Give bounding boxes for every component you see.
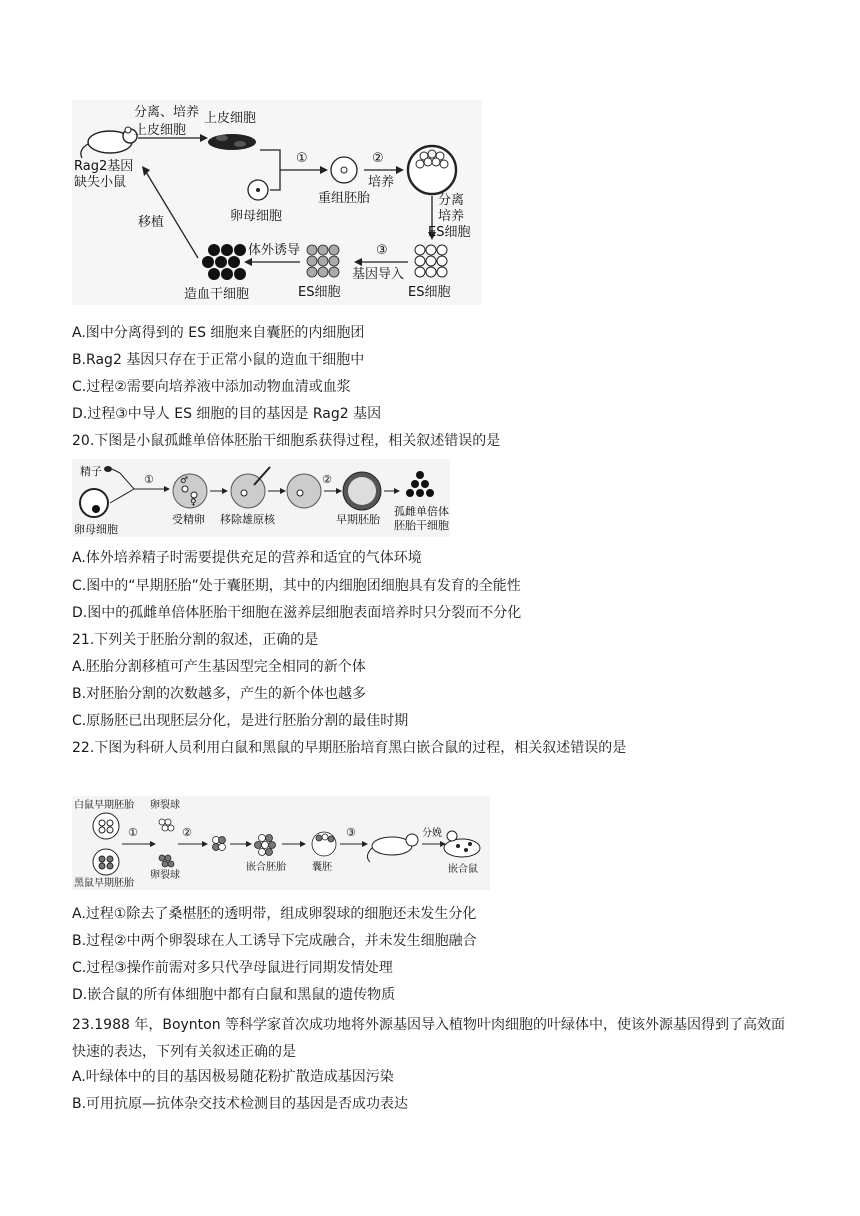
fig1-label: ② — [372, 151, 384, 166]
q23-stem: 23.1988 年，Boynton 等科学家首次成功地将外源基因导入植物叶肉细胞的叶绿体中，使该外源基因得到了高效面快速的表达，下列有关叙述正确的是 — [72, 1017, 786, 1060]
fig1-label: 分离、培养 — [134, 105, 200, 120]
chimera-figure — [72, 796, 490, 890]
q22-fig-label: 嵌合鼠 — [448, 864, 478, 875]
q22-fig-label: 白鼠早期胚胎 — [74, 800, 134, 811]
q22-option-a: A.过程①除去了桑椹胚的透明带，组成卵裂球的细胞还未发生分化 — [72, 906, 477, 922]
fig1-label: 造血干细胞 — [184, 287, 250, 302]
fig1-label: ③ — [376, 243, 388, 258]
fig1-label: 缺失小鼠 — [74, 175, 127, 190]
q22-stem: 22.下图为科研人员利用白鼠和黑鼠的早期胚胎培育黑白嵌合鼠的过程，相关叙述错误的是 — [72, 740, 627, 756]
q22-fig-label: 卵裂球 — [150, 870, 180, 881]
q20-fig-label: ① — [144, 473, 154, 486]
q23-option-b: B.可用抗原—抗体杂交技术检测目的基因是否成功表达 — [72, 1096, 409, 1112]
epithelial-cells-icon — [208, 134, 256, 150]
q21-option-b: B.对胚胎分割的次数越多，产生的新个体也越多 — [72, 686, 367, 702]
fig1-label: ES细胞 — [408, 285, 451, 300]
oocyte-icon — [80, 489, 108, 517]
blastocyst-icon — [312, 832, 336, 856]
q21-option-a: A.胚胎分割移植可产生基因型完全相同的新个体 — [72, 659, 366, 675]
haploid-zygote-icon — [287, 474, 321, 508]
q20-fig-label: 精子 — [80, 465, 102, 478]
es-cells-icon — [415, 245, 447, 277]
q22-fig-label: ① — [128, 826, 138, 839]
q22-option-b: B.过程②中两个卵裂球在人工诱导下完成融合，并未发生细胞融合 — [72, 933, 477, 949]
q20-fig-label: ♀ — [190, 498, 197, 508]
early-embryo-icon — [343, 472, 381, 510]
es-cells-modified-icon — [307, 245, 339, 277]
q20-fig-label: 受精卵 — [172, 513, 205, 526]
q20-fig-label: ♂ — [180, 476, 189, 486]
q22-fig-label: 黑鼠早期胚胎 — [74, 878, 134, 889]
q20-fig-label: 卵母细胞 — [74, 523, 118, 536]
q19-option-d: D.过程③中导人 ES 细胞的目的基因是 Rag2 基因 — [72, 406, 382, 422]
black-embryo-icon — [93, 849, 119, 875]
q20-option-d: D.图中的孤雌单倍体胚胎干细胞在滋养层细胞表面培养时只分裂而不分化 — [72, 605, 522, 621]
fig1-label: ES细胞 — [428, 225, 471, 240]
q22-option-d: D.嵌合鼠的所有体细胞中都有白鼠和黑鼠的遗传物质 — [72, 987, 396, 1003]
haploid-es-figure — [72, 459, 450, 537]
fig1-label: 培养 — [438, 209, 465, 224]
q21-option-c: C.原肠胚已出现胚层分化，是进行胚胎分割的最佳时期 — [72, 713, 409, 729]
q22-fig-label: 囊胚 — [312, 862, 332, 873]
q20-fig-label: 早期胚胎 — [336, 513, 380, 526]
fig1-label: 上皮细胞 — [134, 123, 187, 138]
q19-option-c: C.过程②需要向培养液中添加动物血清或血浆 — [72, 379, 351, 395]
fig1-label: 分离 — [438, 193, 465, 208]
q22-option-c: C.过程③操作前需对多只代孕母鼠进行同期发情处理 — [72, 960, 393, 976]
q22-fig-label: ③ — [346, 826, 356, 839]
q20-stem: 20.下图是小鼠孤雌单倍体胚胎干细胞系获得过程，相关叙述错误的是 — [72, 433, 501, 449]
q20-fig-label: 移除雄原核 — [220, 513, 275, 526]
q20-fig-label: 孤雌单倍体 — [394, 505, 449, 518]
es-cell-figure — [72, 100, 482, 305]
fig1-label: 基因导入 — [352, 267, 405, 282]
hematopoietic-stem-cells-icon — [202, 244, 246, 280]
fig1-label: 培养 — [368, 175, 395, 190]
q22-fig-label: 分娩 — [422, 828, 442, 839]
fig1-label: 上皮细胞 — [204, 111, 257, 126]
q19-option-b: B.Rag2 基因只存在于正常小鼠的造血干细胞中 — [72, 352, 365, 368]
fig1-label: 卵母细胞 — [230, 209, 283, 224]
q23-option-a: A.叶绿体中的目的基因极易随花粉扩散造成基因污染 — [72, 1069, 394, 1085]
fig1-label: Rag2基因 — [74, 159, 134, 174]
q22-fig-label: ② — [182, 826, 192, 839]
q20-fig-label: 胚胎干细胞 — [394, 519, 449, 532]
q20-option-c: C.图中的“早期胚胎”处于囊胚期，其中的内细胞团细胞具有发育的全能性 — [72, 578, 521, 594]
q20-fig-label: ② — [322, 473, 332, 486]
q19-option-a: A.图中分离得到的 ES 细胞来自囊胚的内细胞团 — [72, 325, 365, 341]
blastocyst-icon — [408, 146, 456, 194]
fig1-label: 重组胚胎 — [318, 191, 371, 206]
fig1-label: 体外诱导 — [248, 243, 301, 258]
white-embryo-icon — [93, 813, 119, 839]
q22-fig-label: 卵裂球 — [150, 800, 180, 811]
q21-stem: 21.下列关于胚胎分割的叙述，正确的是 — [72, 632, 319, 648]
fig1-label: ① — [296, 151, 308, 166]
q22-fig-label: 嵌合胚胎 — [246, 862, 286, 873]
q20-option-a: A.体外培养精子时需要提供充足的营养和适宜的气体环境 — [72, 550, 422, 566]
fig1-label: 移植 — [138, 215, 165, 230]
fig1-label: ES细胞 — [298, 285, 341, 300]
